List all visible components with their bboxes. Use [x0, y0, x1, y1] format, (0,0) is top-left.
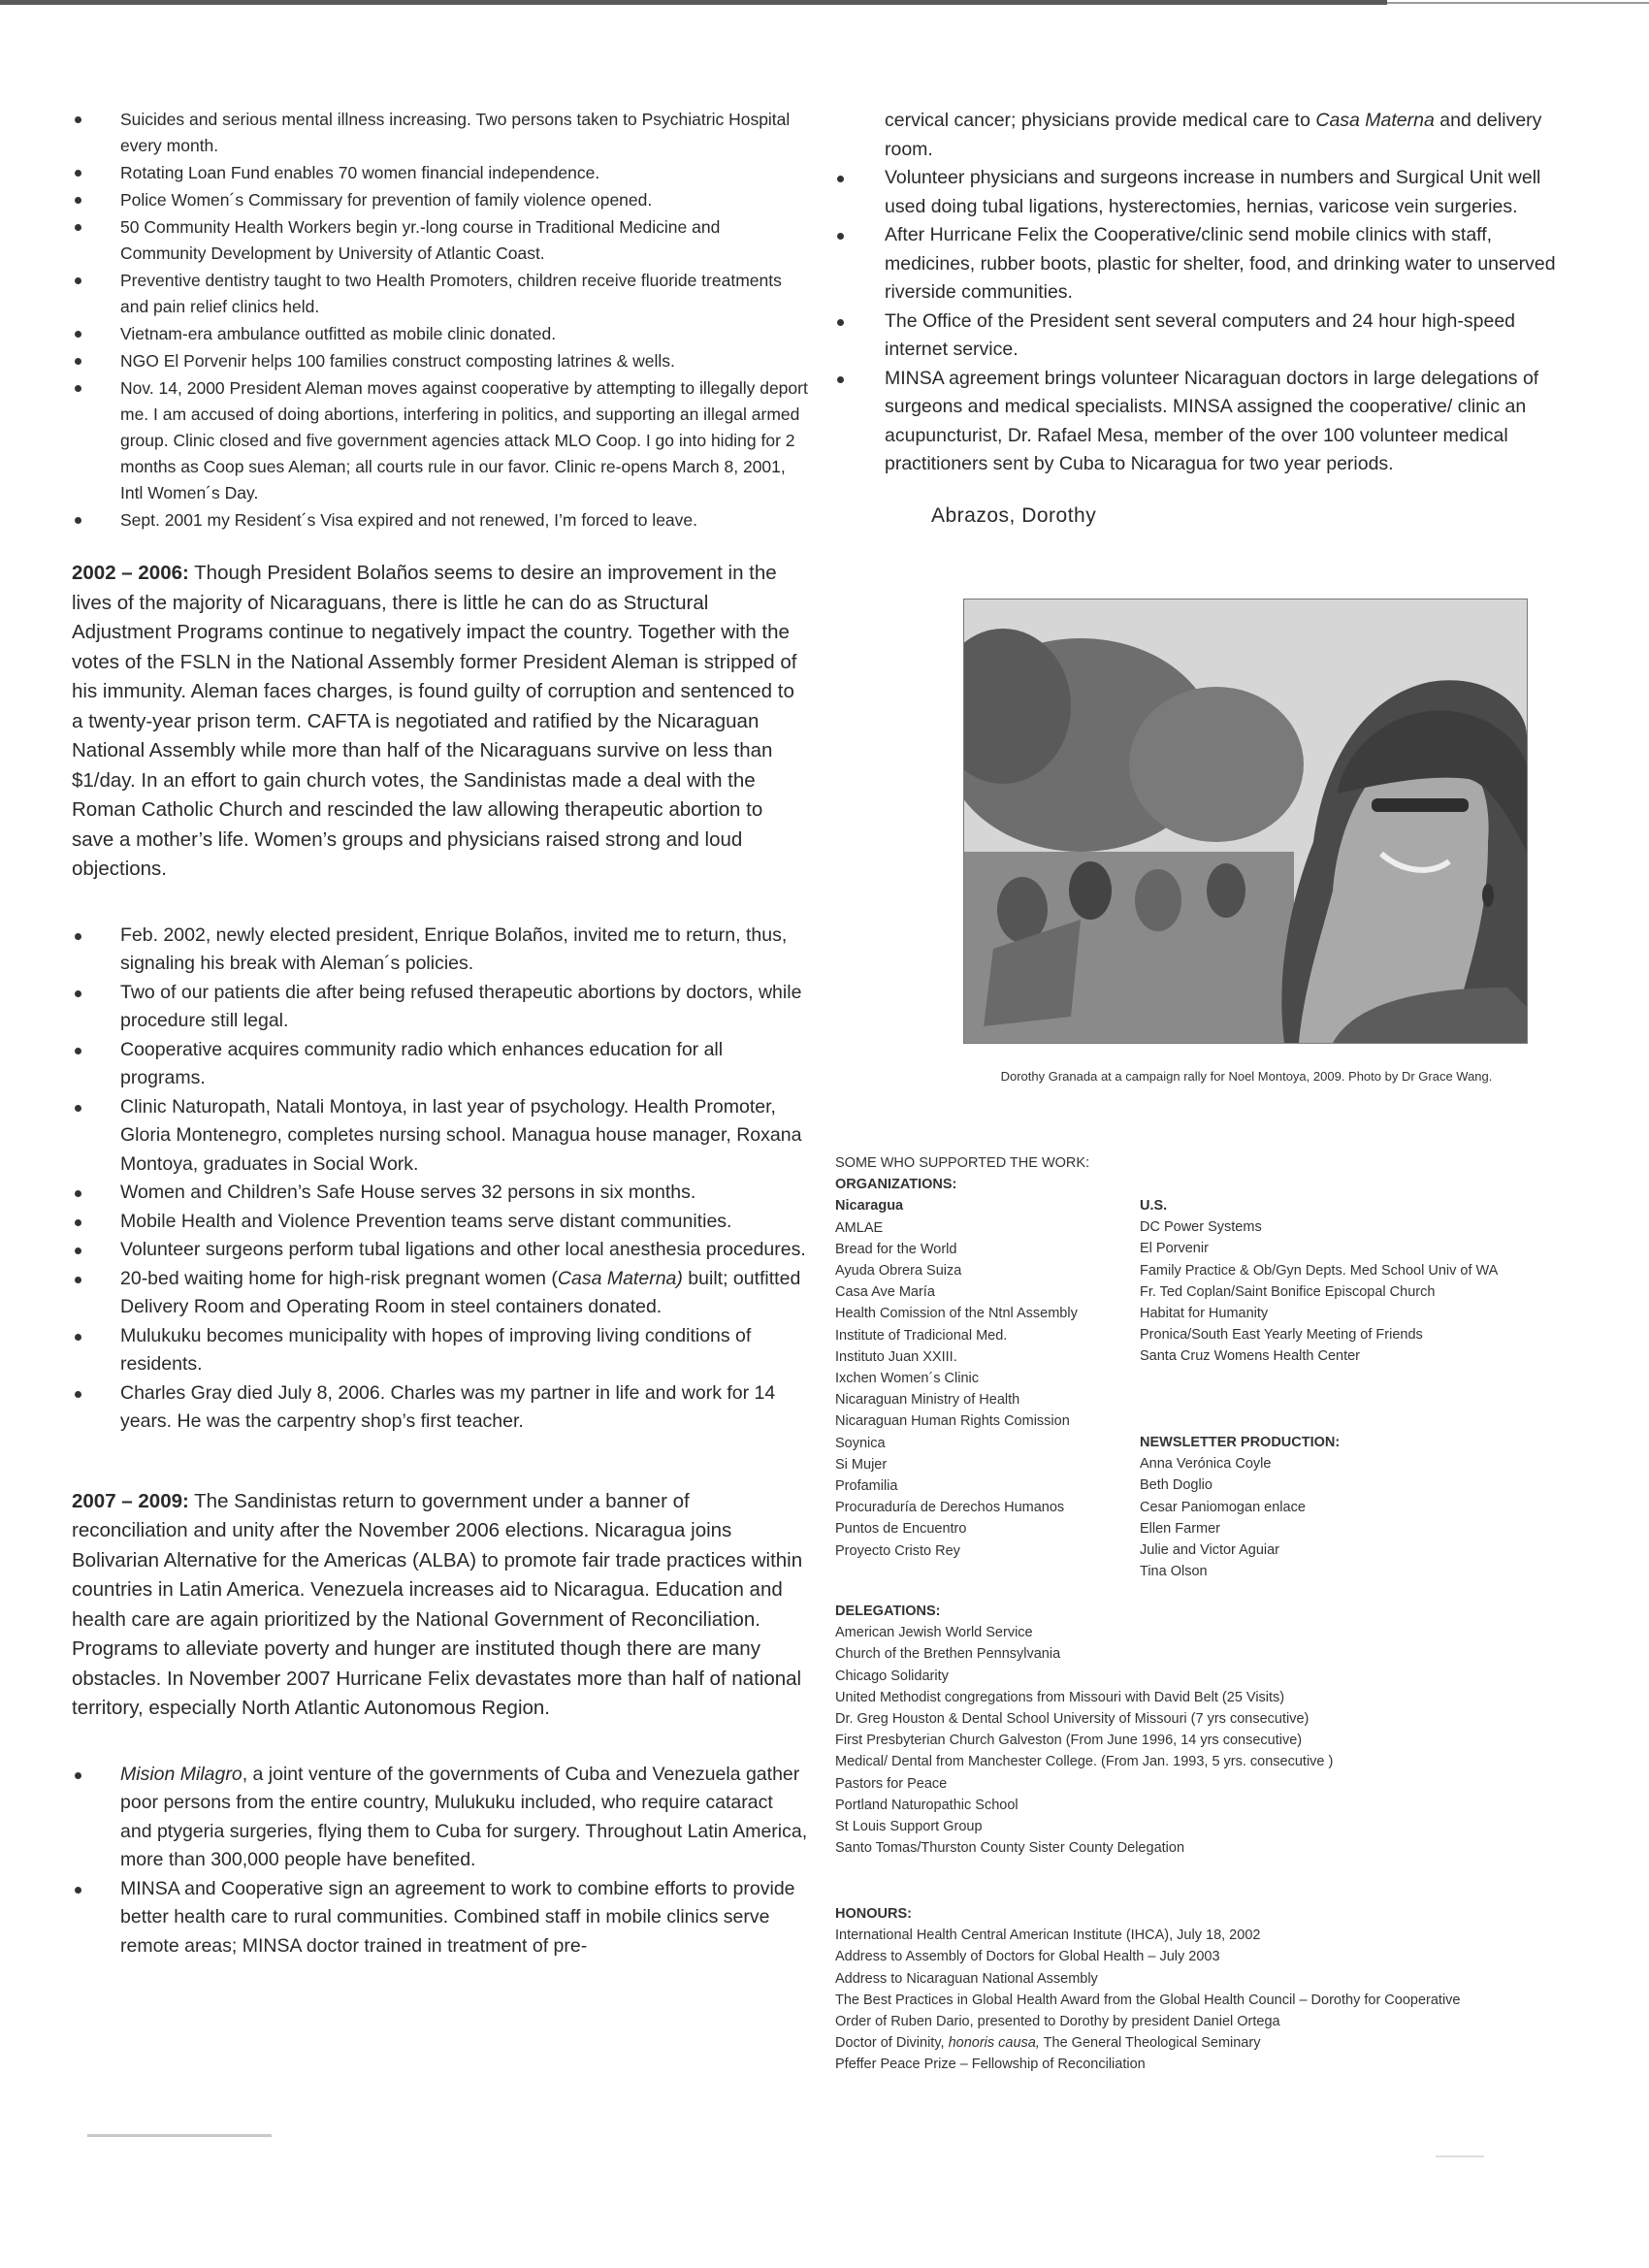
bullet-icon: [75, 1772, 81, 1779]
newsletter-item: Anna Verónica Coyle: [1140, 1456, 1272, 1473]
newsletter-heading: NEWSLETTER PRODUCTION:: [1140, 1435, 1341, 1450]
org-item: Bread for the World: [835, 1241, 957, 1257]
org-item: Proyecto Cristo Rey: [835, 1542, 960, 1559]
us-heading: U.S.: [1140, 1198, 1168, 1214]
bullet-icon: [837, 176, 844, 182]
list-item: After Hurricane Felix the Cooperative/clinic send mobile clinics with staff, medicines, rubber boots, plastic for shelter, food, and drinking water to unserved riverside communities.: [834, 221, 1564, 308]
org-item: Fr. Ted Coplan/Saint Bonifice Episcopal Church: [1140, 1283, 1436, 1300]
list-item: Mobile Health and Violence Prevention teams serve distant communities.: [72, 1208, 809, 1237]
bullet-icon: [75, 116, 81, 123]
honours-section: [835, 1903, 1461, 2076]
list-item: Vietnam-era ambulance outfitted as mobile clinic donated.: [72, 321, 809, 347]
list-item: MINSA agreement brings volunteer Nicaraguan doctors in large delegations of surgeons and medical specialists. MINSA assigned the cooperative/ clinic an acupuncturist, Dr. Rafael Mesa, member of the over 100 volunteer medical practitioners sent by Cuba to Nicaragua for two year periods.: [834, 365, 1564, 479]
newsletter-item: Tina Olson: [1140, 1564, 1208, 1580]
us-section: [1140, 1195, 1498, 1368]
period-2002-2006: [72, 559, 809, 885]
org-item: Puntos de Encuentro: [835, 1521, 967, 1538]
delegation-item: Portland Naturopathic School: [835, 1797, 1018, 1813]
period-2007-2009: [72, 1487, 809, 1724]
list-item: Volunteer physicians and surgeons increase in numbers and Surgical Unit well used doing tubal ligations, hysterectomies, hernias, varicose vein surgeries.: [834, 164, 1564, 221]
org-item: Santa Cruz Womens Health Center: [1140, 1348, 1361, 1365]
delegation-item: Dr. Greg Houston & Dental School University of Missouri (7 yrs consecutive): [835, 1711, 1310, 1728]
delegation-item: Medical/ Dental from Manchester College. (From Jan. 1993, 5 yrs. consecutive ): [835, 1754, 1334, 1770]
bullet-icon: [75, 1887, 81, 1894]
org-item: Pronica/South East Yearly Meeting of Friends: [1140, 1327, 1423, 1344]
bullet-icon: [75, 1277, 81, 1283]
org-item: DC Power Systems: [1140, 1219, 1262, 1236]
honour-item: Pfeffer Peace Prize – Fellowship of Reconciliation: [835, 2057, 1146, 2073]
org-item: Nicaraguan Ministry of Health: [835, 1392, 1020, 1409]
newsletter-item: Julie and Victor Aguiar: [1140, 1542, 1280, 1559]
nicaragua-list: [835, 1217, 1089, 1562]
list-item: Suicides and serious mental illness increasing. Two persons taken to Psychiatric Hospital every month.: [72, 107, 809, 159]
list-item: The Office of the President sent several computers and 24 hour high-speed internet service.: [834, 308, 1564, 365]
honour-item: International Health Central American Institute (IHCA), July 18, 2002: [835, 1928, 1261, 1944]
bullet-icon: [75, 197, 81, 204]
scan-mark: [87, 2134, 272, 2137]
honour-item: Address to Assembly of Doctors for Global Health – July 2003: [835, 1949, 1220, 1965]
org-item: Nicaraguan Human Rights Comission: [835, 1413, 1070, 1430]
honours-list: [835, 1925, 1461, 2075]
honour-item: Address to Nicaraguan National Assembly: [835, 1970, 1098, 1987]
delegation-item: Pastors for Peace: [835, 1775, 948, 1792]
list-item: Mulukuku becomes municipality with hopes of improving living conditions of residents.: [72, 1322, 809, 1379]
signoff: Abrazos, Dorothy: [931, 503, 1097, 527]
bullet-icon: [837, 233, 844, 240]
photo-image: [964, 599, 1527, 1043]
org-item: Health Comission of the Ntnl Assembly: [835, 1306, 1078, 1322]
bullet-icon: [75, 933, 81, 940]
list-item: cervical cancer; physicians provide medical care to Casa Materna and delivery room.: [885, 110, 1542, 160]
bullet-icon: [75, 358, 81, 365]
list-item: Sept. 2001 my Resident´s Visa expired and not renewed, I’m forced to leave.: [72, 507, 809, 534]
bullet-list-2002-2006: [72, 922, 809, 1437]
org-item: El Porvenir: [1140, 1241, 1209, 1257]
bullet-icon: [75, 277, 81, 284]
delegations-list: [835, 1622, 1333, 1859]
org-item: Institute of Tradicional Med.: [835, 1327, 1008, 1344]
org-item: AMLAE: [835, 1219, 884, 1236]
list-item: Two of our patients die after being refused therapeutic abortions by doctors, while procedure still legal.: [72, 979, 809, 1036]
bullet-icon: [75, 1190, 81, 1197]
list-item: 50 Community Health Workers begin yr.-long course in Traditional Medicine and Community Development by University of Atlantic Coast.: [72, 214, 809, 267]
delegation-item: Chicago Solidarity: [835, 1668, 949, 1684]
honours-heading: HONOURS:: [835, 1906, 912, 1922]
list-item: Volunteer surgeons perform tubal ligations and other local anesthesia procedures.: [72, 1236, 809, 1265]
bullet-list-2007-2009: [72, 1761, 809, 1961]
bullet-list-1999-2001: [72, 107, 809, 534]
list-item: 20-bed waiting home for high-risk pregnant women (Casa Materna) built; outfitted Delivery Room and Operating Room in steel containers donated.: [72, 1265, 809, 1322]
continuation-list: [834, 107, 1564, 164]
delegation-item: First Presbyterian Church Galveston (From June 1996, 14 yrs consecutive): [835, 1733, 1303, 1749]
supporters-section: [835, 1152, 1089, 1562]
org-item: Habitat for Humanity: [1140, 1306, 1269, 1322]
photo-dorothy-granada: [963, 599, 1528, 1044]
right-column: [834, 107, 1564, 528]
org-item: Ixchen Women´s Clinic: [835, 1371, 980, 1387]
honour-item: Doctor of Divinity, honoris causa, The General Theological Seminary: [835, 2035, 1261, 2052]
period-text: The Sandinistas return to government under a banner of reconciliation and unity after the November 2006 elections. Nicaragua joins Bolivarian Alternative for the Americas (ALBA) to promote fair trade practices within countries in Latin America. Venezuela increases aid to Nicaragua. Education and health care are again prioritized by the National Government of Reconciliation. Programs to alleviate poverty and hunger are instituted though there are many obstacles. In November 2007 Hurricane Felix devastates more than half of national territory, especially North Atlantic Autonomous Region.: [72, 1489, 803, 1719]
bullet-list-right: [834, 164, 1564, 479]
delegations-section: [835, 1601, 1333, 1859]
organizations-heading: ORGANIZATIONS:: [835, 1177, 957, 1193]
bullet-icon: [75, 1219, 81, 1226]
newsletter-item: Beth Doglio: [1140, 1477, 1212, 1494]
list-item: Mision Milagro, a joint venture of the governments of Cuba and Venezuela gather poor persons from the entire country, Mulukuku included, who require cataract and ptygeria surgeries, flying them to Cuba for surgery. Throughout Latin America, more than 300,000 people have benefited.: [72, 1761, 809, 1875]
org-item: Soynica: [835, 1435, 886, 1451]
delegations-heading: DELEGATIONS:: [835, 1604, 941, 1619]
newsletter-item: Ellen Farmer: [1140, 1520, 1220, 1537]
list-item: Cooperative acquires community radio which enhances education for all programs.: [72, 1036, 809, 1093]
org-item: Family Practice & Ob/Gyn Depts. Med School Univ of WA: [1140, 1262, 1499, 1279]
list-item: Nov. 14, 2000 President Aleman moves against cooperative by attempting to illegally deport me. I am accused of doing abortions, interfering in politics, and supporting an illegal armed group. Clinic closed and five government agencies attack MLO Coop. I go into hiding for 2 months as Coop sues Aleman; all courts rule in our favor. Clinic re-opens March 8, 2001, Intl Women´s Day.: [72, 375, 809, 506]
newsletter-item: Cesar Paniomogan enlace: [1140, 1499, 1306, 1515]
org-item: Si Mujer: [835, 1456, 888, 1473]
newsletter-section: [1140, 1432, 1340, 1582]
delegation-item: United Methodist congregations from Missouri with David Belt (25 Visits): [835, 1689, 1285, 1705]
org-item: Ayuda Obrera Suiza: [835, 1263, 962, 1280]
bullet-icon: [75, 1105, 81, 1112]
bullet-icon: [75, 1247, 81, 1254]
list-item: NGO El Porvenir helps 100 families construct composting latrines & wells.: [72, 348, 809, 374]
list-item: Police Women´s Commissary for prevention of family violence opened.: [72, 187, 809, 213]
honour-item: The Best Practices in Global Health Award from the Global Health Council – Dorothy for Cooperative: [835, 1992, 1461, 2008]
org-item: Profamilia: [835, 1478, 898, 1495]
nicaragua-heading: Nicaragua: [835, 1198, 904, 1215]
list-item: MINSA and Cooperative sign an agreement to work to combine efforts to provide better health care to rural communities. Combined staff in mobile clinics serve remote areas; MINSA doctor trained in treatment of pre-: [72, 1875, 809, 1961]
bullet-icon: [75, 1334, 81, 1341]
delegation-item: Church of the Brethen Pennsylvania: [835, 1646, 1061, 1663]
org-item: Instituto Juan XXIII.: [835, 1348, 957, 1365]
supporters-title: SOME WHO SUPPORTED THE WORK:: [835, 1155, 1090, 1171]
honour-item: Order of Ruben Dario, presented to Dorothy by president Daniel Ortega: [835, 2014, 1280, 2030]
bullet-icon: [75, 331, 81, 338]
list-item: Clinic Naturopath, Natali Montoya, in last year of psychology. Health Promoter, Gloria Montenegro, completes nursing school. Managua house manager, Roxana Montoya, graduates in Social Work.: [72, 1093, 809, 1180]
us-list: [1140, 1216, 1498, 1367]
period-heading: 2007 – 2009:: [72, 1489, 189, 1512]
period-text: Though President Bolaños seems to desire an improvement in the lives of the majority of Nicaraguans, there is little he can do as Structural Adjustment Programs continue to negatively impact the country. Together with the votes of the FSLN in the National Assembly former President Aleman is stripped of his immunity. Aleman faces charges, is found guilty of corruption and sentenced to a twenty-year prison term. CAFTA is negotiated and ratified by the Nicaraguan National Assembly while more than half of the Nicaraguans survive on less than $1/day. In an effort to gain church votes, the Sandinistas made a deal with the Roman Catholic Church and rescinded the law allowing therapeutic abortion to save a mother’s life. Women’s groups and physicians raised strong and loud objections.: [72, 562, 797, 880]
bullet-icon: [837, 376, 844, 383]
bullet-icon: [837, 319, 844, 326]
list-item: Feb. 2002, newly elected president, Enrique Bolaños, invited me to return, thus, signaling his break with Aleman´s policies.: [72, 922, 809, 979]
bullet-icon: [75, 1391, 81, 1398]
bullet-icon: [75, 517, 81, 524]
scan-top-edge: [0, 0, 1387, 5]
bullet-icon: [75, 1048, 81, 1054]
org-item: Procuraduría de Derechos Humanos: [835, 1500, 1065, 1516]
bullet-icon: [75, 385, 81, 392]
delegation-item: American Jewish World Service: [835, 1625, 1033, 1641]
bullet-icon: [75, 990, 81, 997]
photo-caption: Dorothy Granada at a campaign rally for Noel Montoya, 2009. Photo by Dr Grace Wang.: [1000, 1069, 1493, 1084]
newsletter-list: [1140, 1453, 1340, 1582]
org-item: Casa Ave María: [835, 1284, 935, 1301]
bullet-icon: [75, 170, 81, 177]
bullet-icon: [75, 224, 81, 231]
delegation-item: Santo Tomas/Thurston County Sister County Delegation: [835, 1840, 1185, 1857]
list-item: Charles Gray died July 8, 2006. Charles was my partner in life and work for 14 years. He was the carpentry shop’s first teacher.: [72, 1379, 809, 1437]
list-item: Women and Children’s Safe House serves 32 persons in six months.: [72, 1179, 809, 1208]
list-item: Rotating Loan Fund enables 70 women financial independence.: [72, 160, 809, 186]
scan-top-edge-light: [1387, 2, 1649, 4]
scan-mark: [1436, 2155, 1484, 2157]
period-heading: 2002 – 2006:: [72, 562, 189, 584]
delegation-item: St Louis Support Group: [835, 1819, 983, 1835]
list-item: Preventive dentistry taught to two Health Promoters, children receive fluoride treatments and pain relief clinics held.: [72, 268, 809, 320]
left-column: [72, 107, 809, 1960]
